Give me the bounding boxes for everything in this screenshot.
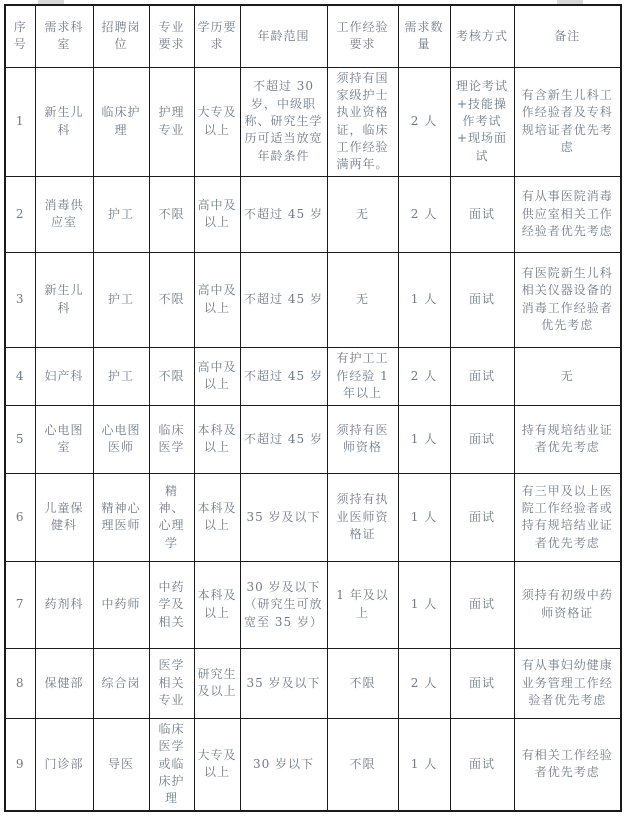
cell-education: 高中及以上	[194, 252, 240, 347]
cell-major: 不限	[149, 176, 194, 252]
cell-major: 护理专业	[149, 67, 194, 176]
cell-assessment: 面试	[450, 648, 514, 718]
cell-department: 心电图室	[35, 405, 93, 473]
header-row	[5, 5, 621, 67]
cell-major: 精神、心理学	[149, 473, 194, 561]
table-row	[5, 67, 621, 176]
table-row	[5, 473, 621, 561]
cell-position: 导医	[93, 718, 149, 810]
cell-position: 临床护理	[93, 67, 149, 176]
cell-position: 精神心理医师	[93, 473, 149, 561]
cell-age_range: 不超过 45 岁	[240, 347, 327, 405]
cell-department: 新生儿科	[35, 252, 93, 347]
cell-age_range: 30 岁以下	[240, 718, 327, 810]
cell-education: 本科及以上	[194, 561, 240, 648]
cell-headcount: 1 人	[398, 405, 450, 473]
cell-experience: 须持有国家级护士执业资格证，临床工作经验满两年。	[327, 67, 398, 176]
cell-index: 2	[5, 176, 35, 252]
cell-index: 3	[5, 252, 35, 347]
cell-experience: 不限	[327, 648, 398, 718]
cell-department: 药剂科	[35, 561, 93, 648]
cell-position: 综合岗	[93, 648, 149, 718]
cell-experience: 无	[327, 252, 398, 347]
cell-headcount: 1 人	[398, 561, 450, 648]
table-row	[5, 561, 621, 648]
cell-department: 消毒供应室	[35, 176, 93, 252]
cell-experience: 无	[327, 176, 398, 252]
cell-remarks: 无	[514, 347, 621, 405]
cell-index: 9	[5, 718, 35, 810]
cell-assessment: 面试	[450, 718, 514, 810]
cell-index: 1	[5, 67, 35, 176]
column-header-major: 专业要求	[149, 5, 194, 67]
cell-remarks: 有相关工作经验者优先考虑	[514, 718, 621, 810]
cell-position: 护工	[93, 252, 149, 347]
cell-assessment: 面试	[450, 176, 514, 252]
cell-department: 儿童保健科	[35, 473, 93, 561]
cell-assessment: 面试	[450, 561, 514, 648]
cell-headcount: 2 人	[398, 648, 450, 718]
cell-remarks: 有医院新生儿科相关仪器设备的消毒工作经验者优先考虑	[514, 252, 621, 347]
column-header-age_range: 年龄范围	[240, 5, 327, 67]
cell-index: 8	[5, 648, 35, 718]
column-header-education: 学历要求	[194, 5, 240, 67]
table-row	[5, 347, 621, 405]
cell-education: 高中及以上	[194, 176, 240, 252]
cell-assessment: 理论考试+技能操作考试+现场面试	[450, 67, 514, 176]
cell-age_range: 不超过 45 岁	[240, 252, 327, 347]
cell-age_range: 35 岁及以下	[240, 648, 327, 718]
cell-experience: 须持有执业医师资格证	[327, 473, 398, 561]
cell-position: 护工	[93, 347, 149, 405]
cell-major: 临床医学或临床护理	[149, 718, 194, 810]
cell-major: 不限	[149, 252, 194, 347]
cell-education: 本科及以上	[194, 405, 240, 473]
cell-remarks: 须持有初级中药师资格证	[514, 561, 621, 648]
cell-experience: 1 年及以上	[327, 561, 398, 648]
cell-headcount: 2 人	[398, 67, 450, 176]
cell-assessment: 面试	[450, 347, 514, 405]
table-row	[5, 405, 621, 473]
cell-age_range: 30 岁及以下（研究生可放宽至 35 岁）	[240, 561, 327, 648]
cell-headcount: 2 人	[398, 347, 450, 405]
cell-position: 心电图医师	[93, 405, 149, 473]
column-header-position: 招聘岗位	[93, 5, 149, 67]
cell-assessment: 面试	[450, 252, 514, 347]
table-row	[5, 252, 621, 347]
cell-index: 6	[5, 473, 35, 561]
cell-major: 临床医学	[149, 405, 194, 473]
cell-department: 新生儿科	[35, 67, 93, 176]
cell-remarks: 有三甲及以上医院工作经验者或持有规培结业证者优先考虑	[514, 473, 621, 561]
cell-remarks: 有含新生儿科工作经验者及专科规培证者优先考虑	[514, 67, 621, 176]
cell-assessment: 面试	[450, 473, 514, 561]
cell-department: 门诊部	[35, 718, 93, 810]
cell-experience: 须持有医师资格	[327, 405, 398, 473]
cell-age_range: 不超过 45 岁	[240, 405, 327, 473]
cell-experience: 有护工工作经验 1 年以上	[327, 347, 398, 405]
cell-education: 大专及以上	[194, 718, 240, 810]
cell-headcount: 1 人	[398, 718, 450, 810]
cell-remarks: 有从事医院消毒供应室相关工作经验者优先考虑	[514, 176, 621, 252]
cell-experience: 不限	[327, 718, 398, 810]
cell-assessment: 面试	[450, 405, 514, 473]
column-header-remarks: 备注	[514, 5, 621, 67]
cell-index: 7	[5, 561, 35, 648]
column-header-index: 序号	[5, 5, 35, 67]
cell-department: 保健部	[35, 648, 93, 718]
cell-education: 本科及以上	[194, 473, 240, 561]
cell-major: 医学相关专业	[149, 648, 194, 718]
column-header-experience: 工作经验要求	[327, 5, 398, 67]
cell-department: 妇产科	[35, 347, 93, 405]
cell-major: 中药学及相关	[149, 561, 194, 648]
cell-headcount: 2 人	[398, 176, 450, 252]
cell-index: 5	[5, 405, 35, 473]
cell-education: 高中及以上	[194, 347, 240, 405]
column-header-headcount: 需求数量	[398, 5, 450, 67]
cell-age_range: 35 岁及以下	[240, 473, 327, 561]
table-row	[5, 176, 621, 252]
cell-age_range: 不超过 30 岁，中级职称、研究生学历可适当放宽年龄条件	[240, 67, 327, 176]
cell-age_range: 不超过 45 岁	[240, 176, 327, 252]
cell-remarks: 持有规培结业证者优先考虑	[514, 405, 621, 473]
cell-position: 护工	[93, 176, 149, 252]
cell-education: 研究生及以上	[194, 648, 240, 718]
column-header-assessment: 考核方式	[450, 5, 514, 67]
cell-index: 4	[5, 347, 35, 405]
cell-headcount: 1 人	[398, 473, 450, 561]
cell-education: 大专及以上	[194, 67, 240, 176]
cell-major: 不限	[149, 347, 194, 405]
cell-position: 中药师	[93, 561, 149, 648]
cell-headcount: 1 人	[398, 252, 450, 347]
table-row	[5, 718, 621, 810]
recruitment-table	[4, 4, 622, 812]
table-row	[5, 648, 621, 718]
column-header-department: 需求科室	[35, 5, 93, 67]
cell-remarks: 有从事妇幼健康业务管理工作经验者优先考虑	[514, 648, 621, 718]
